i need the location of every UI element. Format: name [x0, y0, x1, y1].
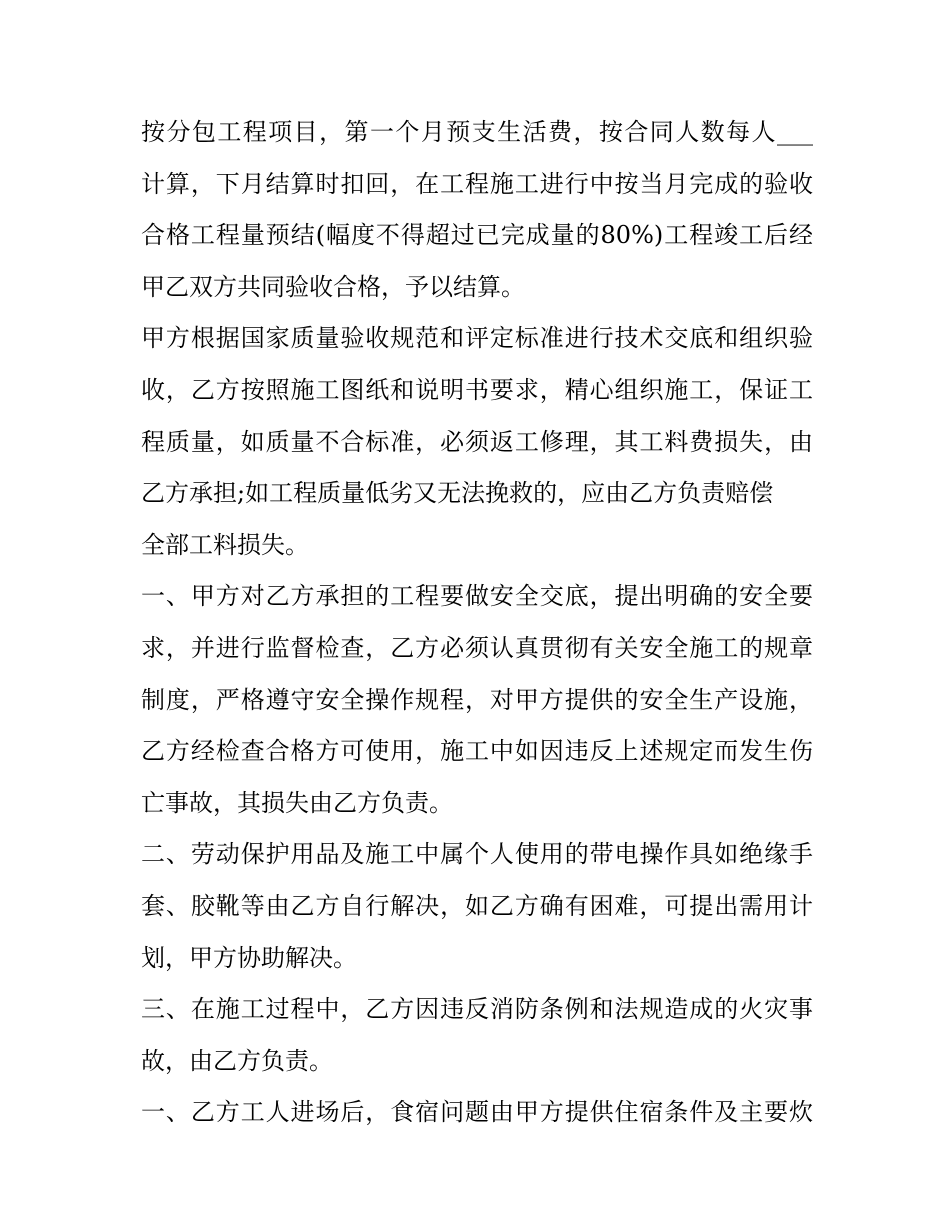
text-line: 划，甲方协助解决。	[141, 943, 357, 972]
text-line: 乙方承担;如工程质量低劣又无法挽救的，应由乙方负责赔偿	[141, 479, 774, 508]
text-line: 按分包工程项目，第一个月预支生活费，按合同人数每人___	[141, 118, 813, 146]
text-line: 程质量，如质量不合标准，必须返工修理，其工料费损失，由	[141, 427, 813, 456]
text-line: 一、甲方对乙方承担的工程要做安全交底，提出明确的安全要	[141, 582, 813, 611]
text-line: 一、乙方工人进场后，食宿问题由甲方提供住宿条件及主要炊	[141, 1098, 813, 1127]
text-line: 求，并进行监督检查，乙方必须认真贯彻有关安全施工的规章	[141, 633, 813, 662]
text-line: 乙方经检查合格方可使用，施工中如因违反上述规定而发生伤	[141, 737, 813, 766]
text-line: 三、在施工过程中，乙方因违反消防条例和法规造成的火灾事	[141, 995, 813, 1024]
text-line: 全部工料损失。	[141, 530, 309, 559]
text-line: 计算，下月结算时扣回，在工程施工进行中按当月完成的验收	[141, 169, 813, 198]
text-line: 合格工程量预结(幅度不得超过已完成量的80%)工程竣工后经	[141, 221, 813, 250]
text-line: 二、劳动保护用品及施工中属个人使用的带电操作具如绝缘手	[141, 840, 813, 869]
text-line: 亡事故，其损失由乙方负责。	[141, 788, 453, 817]
text-line: 故，由乙方负责。	[141, 1046, 333, 1075]
text-line: 甲方根据国家质量验收规范和评定标准进行技术交底和组织验	[141, 324, 813, 353]
document-body	[141, 107, 813, 1139]
text-line: 甲乙双方共同验收合格，予以结算。	[141, 272, 525, 301]
text-line: 套、胶靴等由乙方自行解决，如乙方确有困难，可提出需用计	[141, 891, 813, 920]
text-line: 制度，严格遵守安全操作规程，对甲方提供的安全生产设施，	[141, 685, 813, 714]
text-line: 收，乙方按照施工图纸和说明书要求，精心组织施工，保证工	[141, 375, 813, 404]
